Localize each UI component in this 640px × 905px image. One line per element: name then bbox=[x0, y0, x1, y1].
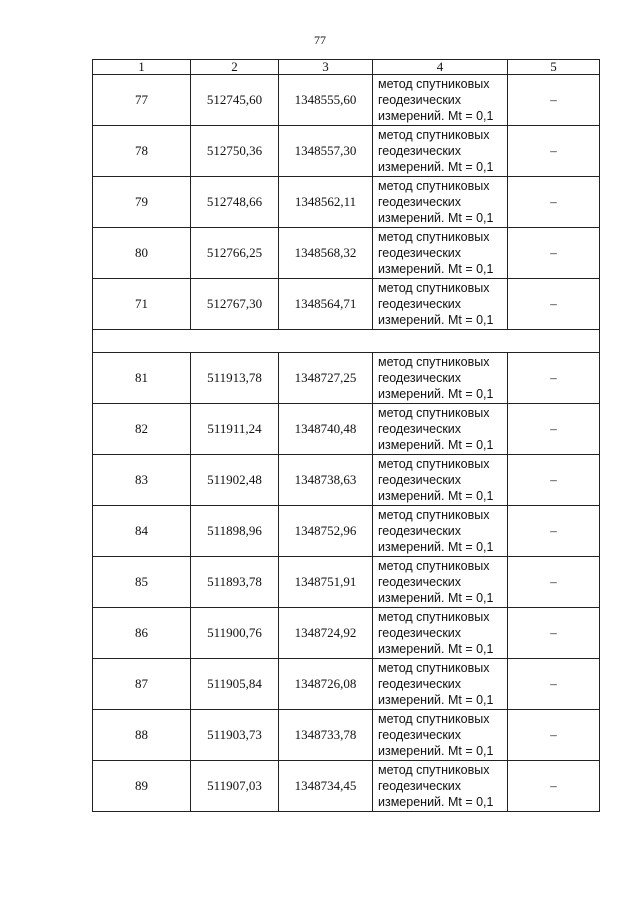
method-text-line: измерений. Mt = 0,1 bbox=[378, 438, 494, 452]
note-cell: – bbox=[508, 761, 600, 812]
note-cell: – bbox=[508, 404, 600, 455]
point-number-cell: 83 bbox=[93, 455, 191, 506]
method-text-line: геодезических bbox=[378, 524, 462, 538]
method-cell bbox=[373, 279, 508, 330]
table-row bbox=[93, 228, 600, 279]
method-text-line: метод спутниковых bbox=[378, 281, 490, 295]
coordinates-table bbox=[92, 59, 600, 812]
method-text-line: геодезических bbox=[378, 677, 462, 691]
x-coordinate-cell: 511911,24 bbox=[191, 404, 279, 455]
method-text-line: геодезических bbox=[378, 246, 462, 260]
method-text-line: измерений. Mt = 0,1 bbox=[378, 795, 494, 809]
method-text-line: измерений. Mt = 0,1 bbox=[378, 744, 494, 758]
method-text-line: измерений. Mt = 0,1 bbox=[378, 540, 494, 554]
x-coordinate-cell: 511905,84 bbox=[191, 659, 279, 710]
column-header-5: 5 bbox=[508, 60, 600, 75]
point-number-cell: 88 bbox=[93, 710, 191, 761]
method-text-line: геодезических bbox=[378, 422, 462, 436]
table-header-row bbox=[93, 60, 600, 75]
table-row bbox=[93, 177, 600, 228]
method-text-line: метод спутниковых bbox=[378, 712, 490, 726]
x-coordinate-cell: 512766,25 bbox=[191, 228, 279, 279]
y-coordinate-cell: 1348733,78 bbox=[279, 710, 373, 761]
y-coordinate-cell: 1348740,48 bbox=[279, 404, 373, 455]
point-number-cell: 86 bbox=[93, 608, 191, 659]
table-row bbox=[93, 353, 600, 404]
method-text-line: геодезических bbox=[378, 626, 462, 640]
method-cell bbox=[373, 761, 508, 812]
point-number-cell: 71 bbox=[93, 279, 191, 330]
method-text-line: измерений. Mt = 0,1 bbox=[378, 693, 494, 707]
point-number-cell: 79 bbox=[93, 177, 191, 228]
y-coordinate-cell: 1348555,60 bbox=[279, 75, 373, 126]
y-coordinate-cell: 1348564,71 bbox=[279, 279, 373, 330]
table-row bbox=[93, 506, 600, 557]
point-number-cell: 87 bbox=[93, 659, 191, 710]
method-text-line: метод спутниковых bbox=[378, 406, 490, 420]
x-coordinate-cell: 511900,76 bbox=[191, 608, 279, 659]
method-text-line: метод спутниковых bbox=[378, 128, 490, 142]
method-cell bbox=[373, 75, 508, 126]
point-number-cell: 80 bbox=[93, 228, 191, 279]
method-text-line: геодезических bbox=[378, 93, 462, 107]
note-cell: – bbox=[508, 455, 600, 506]
method-text-line: измерений. Mt = 0,1 bbox=[378, 591, 494, 605]
y-coordinate-cell: 1348751,91 bbox=[279, 557, 373, 608]
method-cell bbox=[373, 455, 508, 506]
method-cell bbox=[373, 557, 508, 608]
y-coordinate-cell: 1348734,45 bbox=[279, 761, 373, 812]
point-number-cell: 81 bbox=[93, 353, 191, 404]
table-row bbox=[93, 761, 600, 812]
y-coordinate-cell: 1348724,92 bbox=[279, 608, 373, 659]
column-header-1: 1 bbox=[93, 60, 191, 75]
method-text-line: измерений. Mt = 0,1 bbox=[378, 387, 494, 401]
x-coordinate-cell: 511898,96 bbox=[191, 506, 279, 557]
table-row bbox=[93, 659, 600, 710]
method-text-line: геодезических bbox=[378, 371, 462, 385]
x-coordinate-cell: 512750,36 bbox=[191, 126, 279, 177]
method-text-line: измерений. Mt = 0,1 bbox=[378, 489, 494, 503]
method-text-line: метод спутниковых bbox=[378, 559, 490, 573]
method-text-line: измерений. Mt = 0,1 bbox=[378, 642, 494, 656]
method-cell bbox=[373, 228, 508, 279]
y-coordinate-cell: 1348752,96 bbox=[279, 506, 373, 557]
note-cell: – bbox=[508, 506, 600, 557]
note-cell: – bbox=[508, 279, 600, 330]
x-coordinate-cell: 512745,60 bbox=[191, 75, 279, 126]
column-header-2: 2 bbox=[191, 60, 279, 75]
method-text-line: измерений. Mt = 0,1 bbox=[378, 262, 494, 276]
y-coordinate-cell: 1348568,32 bbox=[279, 228, 373, 279]
point-number-cell: 89 bbox=[93, 761, 191, 812]
x-coordinate-cell: 512767,30 bbox=[191, 279, 279, 330]
point-number-cell: 77 bbox=[93, 75, 191, 126]
method-text-line: метод спутниковых bbox=[378, 230, 490, 244]
point-number-cell: 78 bbox=[93, 126, 191, 177]
method-text-line: геодезических bbox=[378, 728, 462, 742]
point-number-cell: 85 bbox=[93, 557, 191, 608]
column-header-3: 3 bbox=[279, 60, 373, 75]
method-text-line: метод спутниковых bbox=[378, 763, 490, 777]
method-cell bbox=[373, 608, 508, 659]
point-number-cell: 84 bbox=[93, 506, 191, 557]
y-coordinate-cell: 1348738,63 bbox=[279, 455, 373, 506]
separator-row bbox=[93, 330, 600, 353]
method-text-line: геодезических bbox=[378, 575, 462, 589]
y-coordinate-cell: 1348727,25 bbox=[279, 353, 373, 404]
method-text-line: метод спутниковых bbox=[378, 77, 490, 91]
note-cell: – bbox=[508, 177, 600, 228]
table-row bbox=[93, 557, 600, 608]
table-row bbox=[93, 608, 600, 659]
note-cell: – bbox=[508, 75, 600, 126]
table-row bbox=[93, 75, 600, 126]
column-header-4: 4 bbox=[373, 60, 508, 75]
x-coordinate-cell: 511902,48 bbox=[191, 455, 279, 506]
note-cell: – bbox=[508, 710, 600, 761]
table-row bbox=[93, 404, 600, 455]
method-text-line: измерений. Mt = 0,1 bbox=[378, 313, 494, 327]
separator-cell bbox=[93, 330, 600, 353]
page-number: 77 bbox=[314, 33, 326, 47]
x-coordinate-cell: 511907,03 bbox=[191, 761, 279, 812]
method-cell bbox=[373, 353, 508, 404]
method-text-line: геодезических bbox=[378, 144, 462, 158]
y-coordinate-cell: 1348557,30 bbox=[279, 126, 373, 177]
method-text-line: геодезических bbox=[378, 473, 462, 487]
method-cell bbox=[373, 404, 508, 455]
method-text-line: измерений. Mt = 0,1 bbox=[378, 160, 494, 174]
note-cell: – bbox=[508, 557, 600, 608]
method-text-line: метод спутниковых bbox=[378, 457, 490, 471]
method-text-line: геодезических bbox=[378, 779, 462, 793]
x-coordinate-cell: 511893,78 bbox=[191, 557, 279, 608]
method-text-line: измерений. Mt = 0,1 bbox=[378, 211, 494, 225]
method-text-line: геодезических bbox=[378, 195, 462, 209]
method-text-line: метод спутниковых bbox=[378, 508, 490, 522]
method-cell bbox=[373, 506, 508, 557]
method-text-line: метод спутниковых bbox=[378, 610, 490, 624]
table-row bbox=[93, 126, 600, 177]
method-cell bbox=[373, 177, 508, 228]
note-cell: – bbox=[508, 608, 600, 659]
point-number-cell: 82 bbox=[93, 404, 191, 455]
method-cell bbox=[373, 659, 508, 710]
y-coordinate-cell: 1348562,11 bbox=[279, 177, 373, 228]
table-row bbox=[93, 455, 600, 506]
method-text-line: метод спутниковых bbox=[378, 179, 490, 193]
method-text-line: геодезических bbox=[378, 297, 462, 311]
x-coordinate-cell: 511903,73 bbox=[191, 710, 279, 761]
note-cell: – bbox=[508, 659, 600, 710]
x-coordinate-cell: 511913,78 bbox=[191, 353, 279, 404]
y-coordinate-cell: 1348726,08 bbox=[279, 659, 373, 710]
method-cell bbox=[373, 126, 508, 177]
note-cell: – bbox=[508, 353, 600, 404]
note-cell: – bbox=[508, 228, 600, 279]
table-row bbox=[93, 279, 600, 330]
x-coordinate-cell: 512748,66 bbox=[191, 177, 279, 228]
method-text-line: метод спутниковых bbox=[378, 661, 490, 675]
method-text-line: метод спутниковых bbox=[378, 355, 490, 369]
method-text-line: измерений. Mt = 0,1 bbox=[378, 109, 494, 123]
method-cell bbox=[373, 710, 508, 761]
table-row bbox=[93, 710, 600, 761]
note-cell: – bbox=[508, 126, 600, 177]
